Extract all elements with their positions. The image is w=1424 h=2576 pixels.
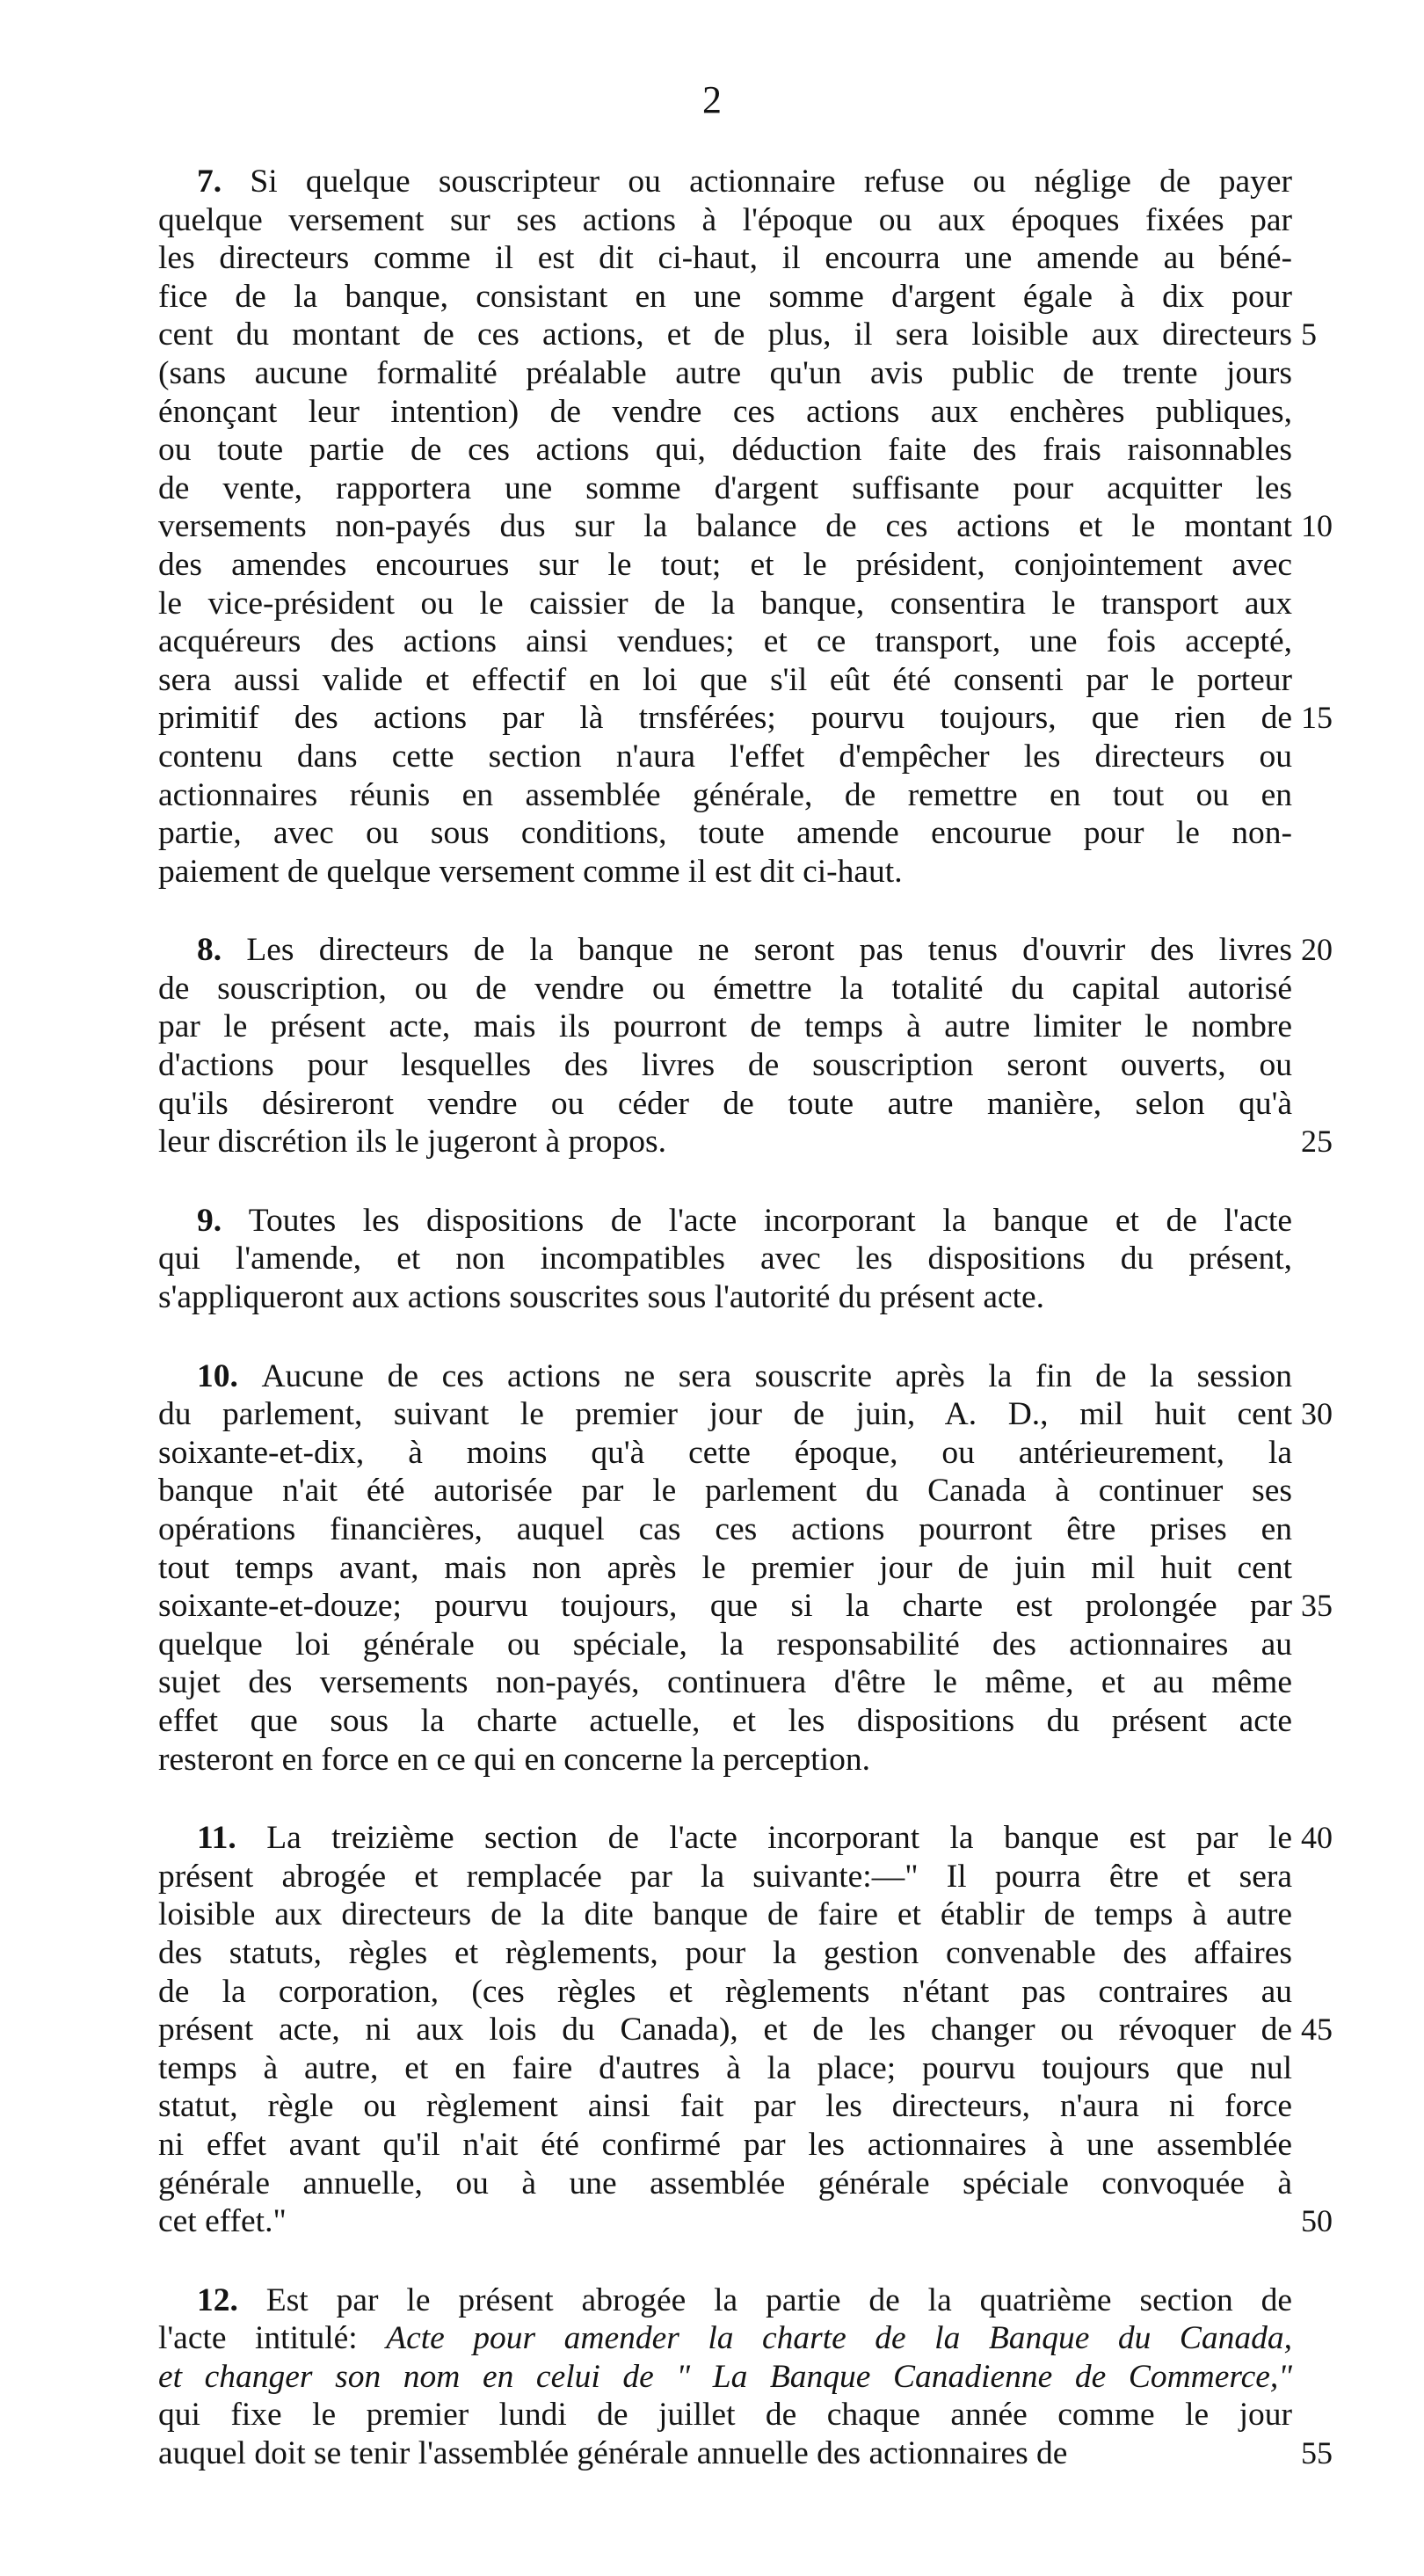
margin-line-number: 5	[1301, 317, 1317, 353]
text-line	[158, 1896, 1292, 1934]
line-text: quelque versement sur ses actions à l'époque ou aux époques fixées par	[158, 201, 1292, 238]
text-line	[158, 738, 1292, 776]
text-line	[158, 278, 1292, 317]
margin-line-number: 30	[1301, 1396, 1333, 1432]
text-line	[158, 1702, 1292, 1741]
text-line	[158, 853, 1292, 891]
text-line	[158, 1819, 1333, 1858]
text-line	[158, 2202, 1333, 2241]
text-line	[158, 1587, 1333, 1626]
text-column	[158, 163, 1333, 2514]
line-text: du parlement, suivant le premier jour de juin, A. D., mil huit cent	[158, 1396, 1292, 1433]
line-text: par le présent acte, mais ils pourront de temps à autre limiter le nombre	[158, 1008, 1292, 1045]
act-title-part-1: Acte pour amender la charte de la Banque du Canada,	[386, 2320, 1292, 2357]
margin-line-number: 20	[1301, 932, 1333, 968]
line-text: qui fixe le premier lundi de juillet de chaque année comme le jour	[158, 2397, 1292, 2434]
margin-line-number: 35	[1301, 1588, 1333, 1624]
line-text: contenu dans cette section n'aura l'effet d'empêcher les directeurs ou	[158, 738, 1292, 775]
act-title-part-2: et changer son nom en celui de " La Banque Canadienne de Commerce,"	[158, 2358, 1292, 2395]
text-line	[158, 970, 1292, 1008]
line-text: soixante-et-douze; pourvu toujours, que si la charte est prolongée par	[158, 1588, 1292, 1625]
line-text: soixante-et-dix, à moins qu'à cette époque, ou antérieurement, la	[158, 1434, 1292, 1471]
text-line	[158, 1357, 1292, 1396]
line-text: primitif des actions par là trnsférées; pourvu toujours, que rien de	[158, 700, 1292, 737]
text-line	[158, 1008, 1292, 1046]
line-text: auquel doit se tenir l'assemblée générale annuelle des actionnaires de	[158, 2435, 1068, 2472]
line-text: qu'ils désireront vendre ou céder de toute autre manière, selon qu'à	[158, 1085, 1292, 1122]
text-line	[158, 546, 1292, 585]
line-text: paiement de quelque versement comme il est dit ci-haut.	[158, 853, 903, 890]
text-line	[158, 1123, 1333, 1161]
line-text: des amendes encourues sur le tout; et le président, conjointement avec	[158, 546, 1292, 583]
text-line	[158, 2011, 1333, 2049]
text-line	[158, 1973, 1292, 2012]
line-text: resteront en force en ce qui en concerne la perception.	[158, 1741, 870, 1778]
section-11	[158, 1819, 1333, 2241]
line-text: banque n'ait été autorisée par le parlement du Canada à continuer ses	[158, 1473, 1292, 1510]
margin-line-number: 40	[1301, 1820, 1333, 1856]
text-line	[158, 1240, 1292, 1278]
line-text: acquéreurs des actions ainsi vendues; et ce transport, une fois accepté,	[158, 623, 1292, 660]
text-line	[158, 2281, 1292, 2320]
text-line	[158, 2087, 1292, 2126]
margin-line-number: 55	[1301, 2435, 1333, 2471]
text-line	[158, 585, 1292, 623]
line-text: présent acte, ni aux lois du Canada), et de les changer ou révoquer de	[158, 2012, 1292, 2048]
line-text: leur discrétion ils le jugeront à propos.	[158, 1124, 666, 1161]
text-line	[158, 469, 1292, 508]
section-8	[158, 931, 1333, 1161]
line-text: Est par le présent abrogée la partie de la quatrième section de	[265, 2281, 1292, 2318]
line-text: loisible aux directeurs de la dite banque de faire et établir de temps à autre	[158, 1896, 1292, 1933]
line-text: s'appliqueront aux actions souscrites sous l'autorité du présent acte.	[158, 1279, 1045, 1316]
line-text: des statuts, règles et règlements, pour la gestion convenable des affaires	[158, 1934, 1292, 1971]
line-text: versements non-payés dus sur la balance de ces actions et le montant	[158, 508, 1292, 545]
text-line	[158, 431, 1292, 469]
section-number: 12.	[197, 2281, 266, 2318]
line-text: La treizième section de l'acte incorporant la banque est par le	[266, 1820, 1292, 1857]
text-line	[158, 661, 1292, 700]
text-line	[158, 622, 1292, 661]
section-number: 11.	[197, 1820, 267, 1857]
line-text: opérations financières, auquel cas ces actions pourront être prises en	[158, 1511, 1292, 1547]
line-text: les directeurs comme il est dit ci-haut, il encourra une amende au béné-	[158, 240, 1292, 277]
line-text: qui l'amende, et non incompatibles avec les dispositions du présent,	[158, 1241, 1292, 1277]
page-number: 2	[702, 78, 722, 121]
line-text: ni effet avant qu'il n'ait été confirmé par les actionnaires à une assemblée	[158, 2126, 1292, 2163]
line-text: partie, avec ou sous conditions, toute amende encourue pour le non-	[158, 815, 1292, 852]
text-line	[158, 354, 1292, 393]
line-text: de souscription, ou de vendre ou émettre la totalité du capital autorisé	[158, 970, 1292, 1007]
text-line	[158, 1472, 1292, 1510]
text-line	[158, 1434, 1292, 1473]
line-text: Si quelque souscripteur ou actionnaire refuse ou néglige de payer	[250, 164, 1293, 200]
line-text: tout temps avant, mais non après le premier jour de juin mil huit cent	[158, 1549, 1292, 1586]
line-text: de vente, rapportera une somme d'argent suffisante pour acquitter les	[158, 469, 1292, 506]
line-text: cet effet."	[158, 2203, 287, 2240]
text-line	[158, 1202, 1292, 1241]
section-7	[158, 163, 1333, 891]
line-text: actionnaires réunis en assemblée générale, de remettre en tout ou en	[158, 776, 1292, 813]
text-line	[158, 1395, 1333, 1434]
text-line	[158, 2126, 1292, 2165]
text-line	[158, 1858, 1292, 1896]
text-line	[158, 2049, 1292, 2088]
text-line	[158, 239, 1292, 278]
text-line	[158, 1934, 1292, 1973]
line-text: générale annuelle, ou à une assemblée générale spéciale convoquée à	[158, 2165, 1292, 2201]
line-text: présent abrogée et remplacée par la suivante:—" Il pourra être et sera	[158, 1858, 1292, 1895]
text-line	[158, 2358, 1292, 2397]
line-text: cent du montant de ces actions, et de plus, il sera loisible aux directeurs	[158, 317, 1292, 353]
section-12	[158, 2281, 1333, 2473]
margin-line-number: 25	[1301, 1124, 1333, 1160]
text-line	[158, 316, 1317, 354]
text-line	[158, 1663, 1292, 1702]
text-line	[158, 1278, 1292, 1317]
text-line	[158, 1510, 1292, 1549]
section-number: 7.	[197, 164, 251, 200]
section-number: 9.	[197, 1202, 249, 1239]
section-9	[158, 1202, 1292, 1317]
section-number: 8.	[197, 932, 247, 969]
margin-line-number: 50	[1301, 2203, 1333, 2239]
line-text: statut, règle ou règlement ainsi fait par les directeurs, n'aura ni force	[158, 2088, 1292, 2125]
text-line	[158, 507, 1333, 546]
margin-line-number: 15	[1301, 700, 1333, 736]
line-text: quelque loi générale ou spéciale, la responsabilité des actionnaires au	[158, 1626, 1292, 1663]
line-text: énonçant leur intention) de vendre ces actions aux enchères publiques,	[158, 393, 1292, 430]
text-line	[158, 776, 1292, 815]
text-line	[158, 2434, 1333, 2473]
line-text: Les directeurs de la banque ne seront pas tenus d'ouvrir des livres	[246, 932, 1292, 969]
line-text: sujet des versements non-payés, continuera d'être le même, et au même	[158, 1664, 1292, 1701]
margin-line-number: 10	[1301, 508, 1333, 544]
line-text: Aucune de ces actions ne sera souscrite après la fin de la session	[261, 1357, 1292, 1394]
text-line	[158, 2165, 1292, 2203]
text-line	[158, 1626, 1292, 1664]
text-line	[158, 2396, 1292, 2434]
text-line	[158, 393, 1292, 432]
line-text: de la corporation, (ces règles et règlements n'étant pas contraires au	[158, 1973, 1292, 2010]
text-line	[158, 1046, 1292, 1085]
line-text: (sans aucune formalité préalable autre qu'un avis public de trente jours	[158, 354, 1292, 391]
line-text: le vice-président ou le caissier de la banque, consentira le transport aux	[158, 585, 1292, 622]
text-line	[158, 1741, 1292, 1779]
line-text: fice de la banque, consistant en une somme d'argent égale à dix pour	[158, 278, 1292, 315]
line-text: l'acte intitulé:	[158, 2320, 387, 2357]
line-text: temps à autre, et en faire d'autres à la place; pourvu toujours que nul	[158, 2049, 1292, 2086]
text-line	[158, 2319, 1292, 2358]
margin-line-number: 45	[1301, 2012, 1333, 2048]
line-text: ou toute partie de ces actions qui, déduction faite des frais raisonnables	[158, 432, 1292, 469]
text-line	[158, 1549, 1292, 1588]
line-text: d'actions pour lesquelles des livres de souscription seront ouverts, ou	[158, 1047, 1292, 1084]
text-line	[158, 201, 1292, 240]
text-line	[158, 814, 1292, 853]
text-line	[158, 163, 1292, 201]
section-10	[158, 1357, 1333, 1779]
section-number: 10.	[197, 1357, 262, 1394]
line-text: Toutes les dispositions de l'acte incorporant la banque et de l'acte	[248, 1202, 1292, 1239]
text-line	[158, 699, 1333, 738]
text-line	[158, 931, 1333, 970]
line-text: effet que sous la charte actuelle, et les dispositions du présent acte	[158, 1702, 1292, 1739]
line-text: sera aussi valide et effectif en loi que s'il eût été consenti par le porteur	[158, 661, 1292, 698]
text-line	[158, 1085, 1292, 1124]
